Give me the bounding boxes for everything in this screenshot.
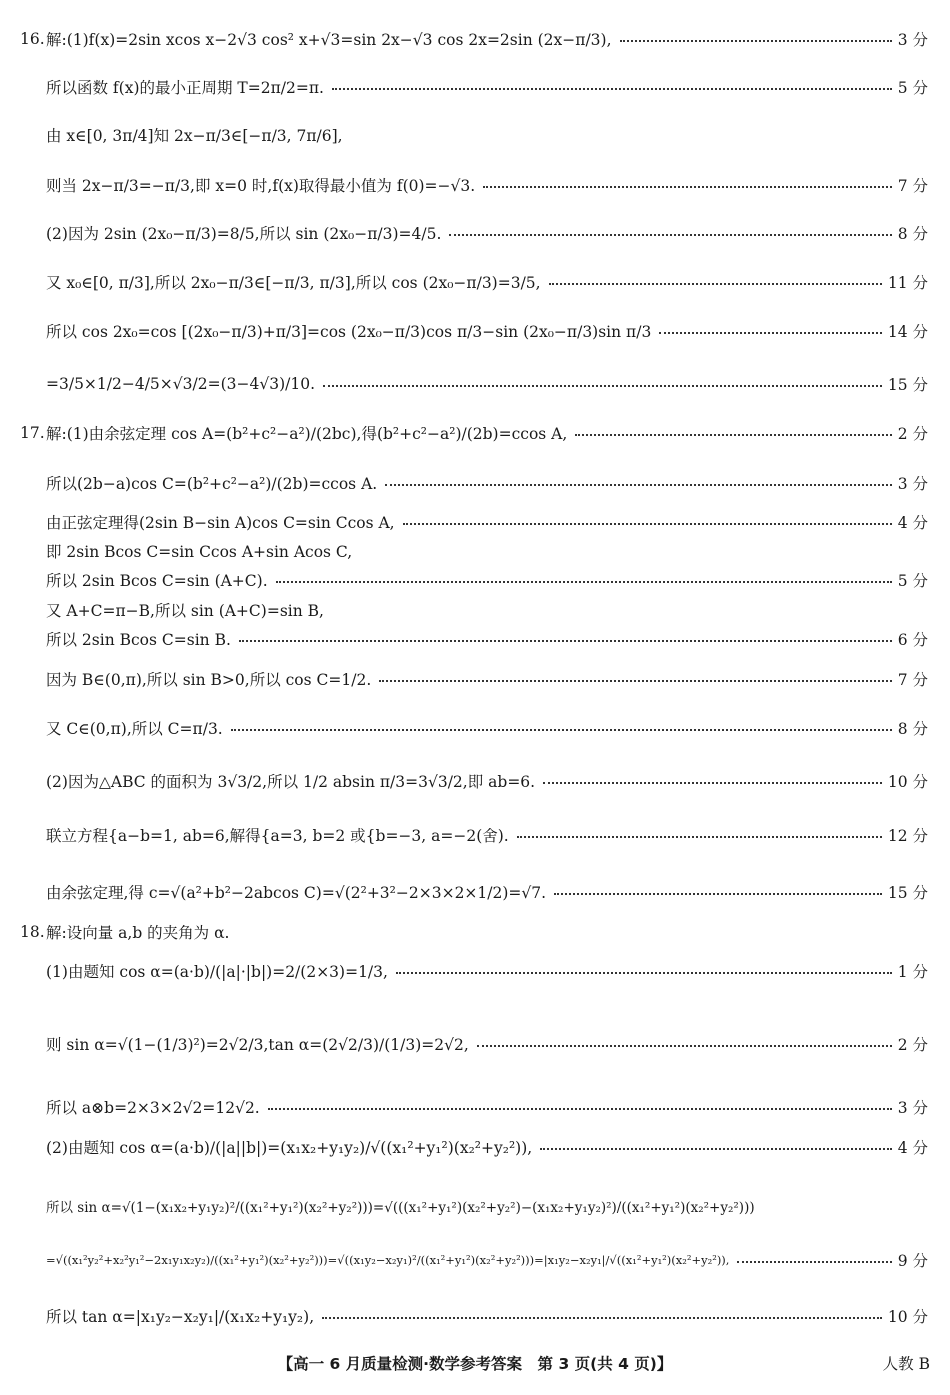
solution-text: 又 x₀∈[0, π/3],所以 2x₀−π/3∈[−π/3, π/3],所以 cos (2x₀−π/3)=3/5, [46, 274, 541, 292]
problem-17-line-9 [0, 715, 950, 741]
footer-edition: 人教 B [882, 1355, 930, 1373]
score-label: 4 分 [897, 514, 928, 532]
leader-dots [659, 332, 882, 334]
solution-text: 因为 B∈(0,π),所以 sin B>0,所以 cos C=1/2. [46, 671, 372, 689]
leader-dots [517, 836, 882, 838]
solution-text: 由 x∈[0, 3π/4]知 2x−π/3∈[−π/3, 7π/6], [46, 127, 343, 145]
footer-title: 【高一 6 月质量检测·数学参考答案 第 3 页(共 4 页)】 [277, 1355, 673, 1373]
solution-text: 所以(2b−a)cos C=(b²+c²−a²)/(2b)=ccos A. [46, 475, 378, 493]
solution-text: 又 C∈(0,π),所以 C=π/3. [46, 720, 223, 738]
problem-17-line-8 [0, 666, 950, 692]
solution-text: 所以函数 f(x)的最小正周期 T=2π/2=π. [46, 79, 324, 97]
problem-number: 17. [20, 424, 45, 442]
score-label: 4 分 [897, 1139, 928, 1157]
leader-dots [549, 283, 882, 285]
solution-text: 解:设向量 a,b 的夹角为 α. [46, 924, 230, 942]
score-label: 15 分 [887, 884, 928, 902]
leader-dots [396, 972, 892, 974]
leader-dots [403, 523, 892, 525]
score-label: 5 分 [897, 572, 928, 590]
solution-text: (2)由题知 cos α=(a·b)/(|a||b|)=(x₁x₂+y₁y₂)/√((x₁²+y₁²)(x₂²+y₂²)), [46, 1139, 533, 1157]
leader-dots [239, 640, 892, 642]
score-label: 3 分 [897, 475, 928, 493]
problem-17-line-5 [0, 567, 950, 593]
problem-18-line-7 [0, 1247, 950, 1273]
score-label: 8 分 [897, 720, 928, 738]
leader-dots [737, 1261, 891, 1263]
problem-16-line-2 [0, 74, 950, 100]
problem-18-line-2 [0, 958, 950, 984]
leader-dots [379, 680, 891, 682]
leader-dots [323, 385, 882, 387]
problem-18-line-8 [0, 1303, 950, 1329]
score-label: 12 分 [887, 827, 928, 845]
solution-text: 所以 cos 2x₀=cos [(2x₀−π/3)+π/3]=cos (2x₀−π/3)cos π/3−sin (2x₀−π/3)sin π/3 [46, 323, 652, 341]
solution-text: (1)由题知 cos α=(a·b)/(|a|·|b|)=2/(2×3)=1/3, [46, 963, 388, 981]
solution-text: 则当 2x−π/3=−π/3,即 x=0 时,f(x)取得最小值为 f(0)=−√3. [46, 177, 476, 195]
problem-16-line-8 [0, 371, 950, 397]
solution-text: (2)因为△ABC 的面积为 3√3/2,所以 1/2 absin π/3=3√3/2,即 ab=6. [46, 773, 536, 791]
score-label: 6 分 [897, 631, 928, 649]
solution-text: =3/5×1/2−4/5×√3/2=(3−4√3)/10. [46, 375, 316, 393]
score-label: 2 分 [897, 425, 928, 443]
score-label: 8 分 [897, 225, 928, 243]
leader-dots [543, 782, 882, 784]
leader-dots [332, 88, 892, 90]
leader-dots [276, 581, 892, 583]
score-label: 2 分 [897, 1036, 928, 1054]
leader-dots [322, 1317, 882, 1319]
solution-text: 由正弦定理得(2sin B−sin A)cos C=sin Ccos A, [46, 514, 395, 532]
score-label: 9 分 [897, 1252, 928, 1270]
problem-18-line-3 [0, 1031, 950, 1057]
problem-16-line-3 [0, 122, 950, 148]
solution-text: 所以 sin α=√(1−(x₁x₂+y₁y₂)²/((x₁²+y₁²)(x₂²+y₂²)))=√(((x₁²+y₁²)(x₂²+y₂²)−(x₁x₂+y₁y₂)²)/((x₁²+y₁²)(x₂²+y₂²))) [46, 1200, 755, 1216]
solution-text: 所以 2sin Bcos C=sin B. [46, 631, 231, 649]
solution-text: 联立方程{a−b=1, ab=6,解得{a=3, b=2 或{b=−3, a=−2(舍). [46, 827, 509, 845]
solution-text: 由余弦定理,得 c=√(a²+b²−2abcos C)=√(2²+3²−2×3×2×1/2)=√7. [46, 884, 547, 902]
leader-dots [449, 234, 891, 236]
score-label: 11 分 [887, 274, 928, 292]
solution-text: 所以 tan α=|x₁y₂−x₂y₁|/(x₁x₂+y₁y₂), [46, 1308, 315, 1326]
leader-dots [540, 1148, 892, 1150]
problem-17-line-6 [0, 597, 950, 623]
score-label: 14 分 [887, 323, 928, 341]
score-label: 5 分 [897, 79, 928, 97]
problem-18-line-1 [0, 919, 950, 945]
leader-dots [620, 40, 892, 42]
problem-17-line-3 [0, 509, 950, 535]
problem-18-line-5 [0, 1134, 950, 1160]
leader-dots [231, 729, 892, 731]
problem-17-line-10 [0, 768, 950, 794]
problem-17-line-1 [0, 420, 950, 446]
leader-dots [575, 434, 891, 436]
solution-text: (2)因为 2sin (2x₀−π/3)=8/5,所以 sin (2x₀−π/3)=4/5. [46, 225, 442, 243]
problem-17-line-11 [0, 822, 950, 848]
solution-text: 所以 a⊗b=2×3×2√2=12√2. [46, 1099, 260, 1117]
solution-text: 又 A+C=π−B,所以 sin (A+C)=sin B, [46, 602, 324, 620]
problem-16-line-4 [0, 172, 950, 198]
problem-16-line-6 [0, 269, 950, 295]
problem-18-line-4 [0, 1094, 950, 1120]
solution-text: 解:(1)f(x)=2sin xcos x−2√3 cos² x+√3=sin 2x−√3 cos 2x=2sin (2x−π/3), [46, 31, 612, 49]
score-label: 1 分 [897, 963, 928, 981]
problem-number: 18. [20, 923, 45, 941]
solution-text: 则 sin α=√(1−(1/3)²)=2√2/3,tan α=(2√2/3)/(1/3)=2√2, [46, 1036, 469, 1054]
leader-dots [385, 484, 892, 486]
score-label: 10 分 [887, 1308, 928, 1326]
score-label: 3 分 [897, 1099, 928, 1117]
problem-18-line-6 [0, 1193, 950, 1219]
problem-17-line-12 [0, 879, 950, 905]
score-label: 15 分 [887, 376, 928, 394]
problem-number: 16. [20, 30, 45, 48]
leader-dots [554, 893, 882, 895]
problem-16-line-7 [0, 318, 950, 344]
score-label: 7 分 [897, 671, 928, 689]
solution-text: =√((x₁²y₂²+x₂²y₁²−2x₁y₁x₂y₂)/((x₁²+y₁²)(x₂²+y₂²)))=√((x₁y₂−x₂y₁)²/((x₁²+y₁²)(x₂²+y₂²)))=|x₁y₂−x₂y₁|/√((x₁²+y₁²)(x₂²+y₂²)), [46, 1253, 730, 1267]
problem-17-line-2 [0, 470, 950, 496]
leader-dots [483, 186, 892, 188]
score-label: 10 分 [887, 773, 928, 791]
leader-dots [268, 1108, 892, 1110]
leader-dots [477, 1045, 892, 1047]
score-label: 7 分 [897, 177, 928, 195]
problem-16-line-5 [0, 220, 950, 246]
problem-17-line-4 [0, 538, 950, 564]
problem-17-line-7 [0, 626, 950, 652]
problem-16-line-1 [0, 26, 950, 52]
score-label: 3 分 [897, 31, 928, 49]
solution-text: 解:(1)由余弦定理 cos A=(b²+c²−a²)/(2bc),得(b²+c²−a²)/(2b)=ccos A, [46, 425, 568, 443]
solution-text: 即 2sin Bcos C=sin Ccos A+sin Acos C, [46, 543, 353, 561]
solution-text: 所以 2sin Bcos C=sin (A+C). [46, 572, 268, 590]
